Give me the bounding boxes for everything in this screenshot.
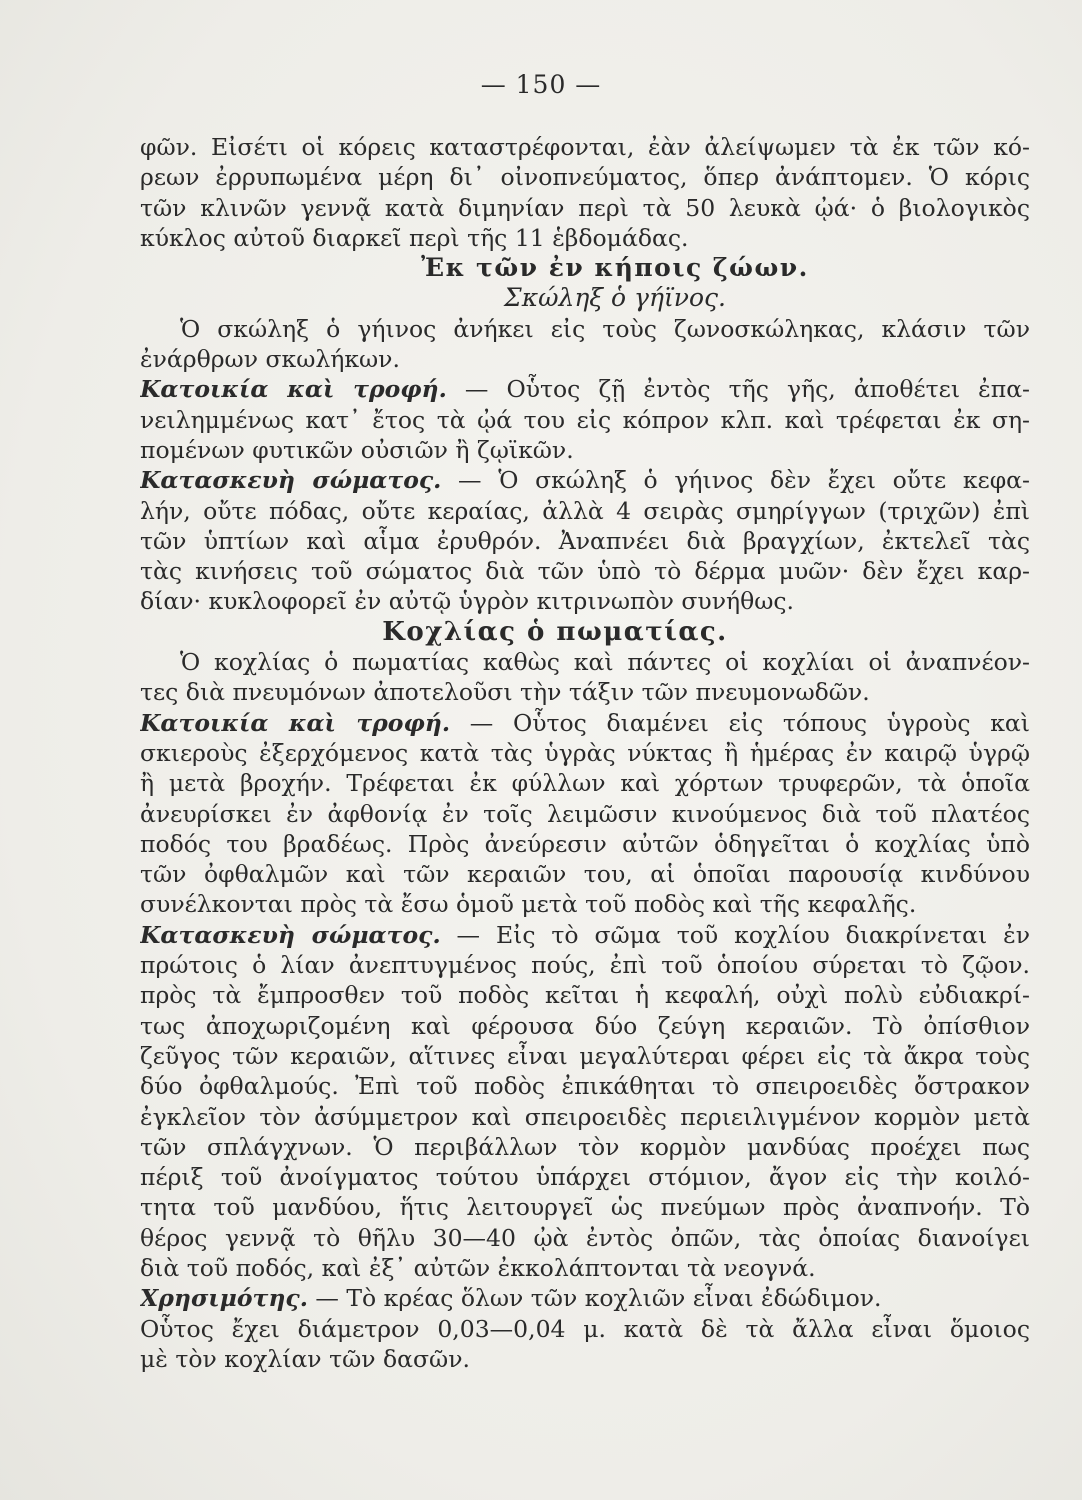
text-line: [140, 526, 1030, 556]
line-text: δίαν· κυκλοφορεῖ ἐν αὐτῷ ὑγρὸν κιτρινωπὸν συνήθως.: [140, 587, 795, 616]
bleed-through-text: [130, 118, 137, 142]
text-line: [140, 980, 1030, 1010]
line-text: ποδός του βραδέως. Πρὸς ἀνεύρεσιν αὐτῶν ὁδηγεῖται ὁ κοχλίας ὑπὸ: [140, 829, 1030, 858]
text-line: [140, 223, 1030, 253]
line-text: θέρος γεννᾷ τὸ θῆλυ 30—40 ᾠὰ ἐντὸς ὀπῶν, τὰς ὁποίας διανοίγει: [140, 1223, 1030, 1252]
text-line: [140, 1102, 1030, 1132]
line-text: — Οὗτος ζῇ ἐντὸς τῆς γῆς, ἀποθέτει ἐπα-: [446, 375, 1030, 404]
line-text: — Οὗτος διαμένει εἰς τόπους ὑγροὺς καὶ: [450, 708, 1030, 737]
text-line: [140, 1162, 1030, 1192]
text-line: [140, 465, 1030, 495]
line-text: — Εἰς τὸ σῶμα τοῦ κοχλίου διακρίνεται ἐν: [440, 920, 1030, 949]
text-line: [140, 799, 1030, 829]
line-text: σκιεροὺς ἐξερχόμενος κατὰ τὰς ὑγρὰς νύκτας ἢ ἡμέρας ἐν καιρῷ ὑγρῷ: [140, 738, 1030, 767]
text-line: [140, 405, 1030, 435]
text-line: [140, 1344, 1030, 1374]
paragraph-subheading: Κατοικία καὶ τροφή.: [140, 375, 447, 404]
line-text: ζεῦγος τῶν κεραιῶν, αἵτινες εἶναι μεγαλύτεραι φέρει εἰς τὰ ἄκρα τοὺς: [140, 1041, 1030, 1070]
line-text: Οὗτος ἔχει διάμετρον 0,03—0,04 μ. κατὰ δὲ τὰ ἄλλα εἶναι ὅμοιος: [140, 1314, 1030, 1343]
text-line: [140, 1132, 1030, 1162]
line-text: τὰς κινήσεις τοῦ σώματος διὰ τῶν ὑπὸ τὸ δέρμα μυῶν· δὲν ἔχει καρ-: [140, 557, 1030, 586]
line-text: λήν, οὔτε πόδας, οὔτε κεραίας, ἀλλὰ 4 σειρὰς σμηρίγγων (τριχῶν) ἐπὶ: [140, 496, 1030, 525]
text-line: [140, 314, 1030, 344]
section-heading: Ἐκ τῶν ἐν κήποις ζώων.: [421, 253, 809, 283]
line-text: τες διὰ πνευμόνων ἀποτελοῦσι τὴν τάξιν τῶν πνευμονωδῶν.: [140, 678, 870, 707]
text-line: [140, 738, 1030, 768]
line-text: ἀνευρίσκει ἐν ἀφθονίᾳ ἐν τοῖς λειμῶσιν κινούμενος διὰ τοῦ πλατέος: [140, 799, 1030, 828]
text-line: [140, 1253, 1030, 1283]
line-text: πρώτοις ὁ λίαν ἀνεπτυγμένος πούς, ἐπὶ τοῦ ὁποίου σύρεται τὸ ζῷον.: [140, 951, 1030, 980]
line-text: ἐγκλεῖον τὸν ἀσύμμετρον καὶ σπειροειδὲς περιειλιγμένον κορμὸν μετὰ: [140, 1102, 1030, 1131]
text-line: [140, 344, 1030, 374]
paragraph-subheading: Κατασκευὴ σώματος.: [140, 920, 441, 949]
text-line: [140, 1041, 1030, 1071]
line-text: τῶν σπλάγχνων. Ὁ περιβάλλων τὸν κορμὸν μανδύας προέχει πως: [140, 1132, 1030, 1161]
text-line: [140, 950, 1030, 980]
line-text: ρεων ἐρρυπωμένα μέρη δι᾽ οἰνοπνεύματος, ὅπερ ἀνάπτομεν. Ὁ κόρις: [140, 163, 1030, 192]
line-text: διὰ τοῦ ποδός, καὶ ἐξ᾽ αὐτῶν ἐκκολάπτονται τὰ νεογνά.: [140, 1253, 816, 1282]
text-line: [140, 889, 1030, 919]
paragraph-subheading: Κατοικία καὶ τροφή.: [140, 708, 451, 737]
line-text: ἐνάρθρων σκωλήκων.: [140, 345, 400, 374]
text-line: [140, 1192, 1030, 1222]
body-text: [140, 132, 1030, 1374]
text-line: [140, 193, 1030, 223]
line-text: φῶν. Εἰσέτι οἱ κόρεις καταστρέφονται, ἐὰν ἀλείψωμεν τὰ ἐκ τῶν κό-: [140, 133, 1030, 161]
line-text: τῶν κλινῶν γεννᾷ κατὰ διμηνίαν περὶ τὰ 50 λευκὰ ᾠά· ὁ βιολογικὸς: [140, 193, 1030, 222]
text-line: [140, 920, 1030, 950]
line-text: τως ἀποχωριζομένη καὶ φέρουσα δύο ζεύγη κεραιῶν. Τὸ ὀπίσθιον: [140, 1011, 1030, 1040]
paragraph-subheading: Χρησιμότης.: [140, 1284, 308, 1313]
text-line: [140, 859, 1030, 889]
line-text: — Ὁ σκώληξ ὁ γήινος δὲν ἔχει οὔτε κεφα-: [441, 466, 1030, 495]
text-line: [140, 374, 1030, 404]
line-text: — Τὸ κρέας ὅλων τῶν κοχλιῶν εἶναι ἐδώδιμον.: [307, 1284, 882, 1313]
line-text: κύκλος αὐτοῦ διαρκεῖ περὶ τῆς 11 ἑβδομάδας.: [140, 223, 689, 252]
subsection-heading: Σκώληξ ὁ γήϊνος.: [504, 283, 726, 313]
section-heading: Κοχλίας ὁ πωματίας.: [382, 616, 728, 647]
text-line: [140, 1314, 1030, 1344]
text-line: [140, 435, 1030, 465]
line-text: τῶν ὀφθαλμῶν καὶ τῶν κεραιῶν του, αἱ ὁποῖαι παρουσίᾳ κινδύνου: [140, 860, 1030, 889]
line-text: πομένων φυτικῶν οὐσιῶν ἢ ζῳϊκῶν.: [140, 435, 574, 464]
line-text: ἢ μετὰ βροχήν. Τρέφεται ἐκ φύλλων καὶ χόρτων τρυφερῶν, τὰ ὁποῖα: [140, 769, 1030, 798]
page-number: — 150 —: [480, 70, 602, 99]
line-text: Ὁ κοχλίας ὁ πωματίας καθὼς καὶ πάντες οἱ κοχλίαι οἱ ἀναπνέον-: [180, 648, 1030, 677]
line-text: δύο ὀφθαλμούς. Ἐπὶ τοῦ ποδὸς ἐπικάθηται τὸ σπειροειδὲς ὄστρακον: [140, 1072, 1030, 1101]
line-text: τῶν ὑπτίων καὶ αἷμα ἐρυθρόν. Ἀναπνέει διὰ βραγχίων, ἐκτελεῖ τὰς: [140, 526, 1030, 555]
line-text: συνέλκονται πρὸς τὰ ἔσω ὁμοῦ μετὰ τοῦ ποδὸς καὶ τῆς κεφαλῆς.: [140, 890, 917, 919]
line-text: πέριξ τοῦ ἀνοίγματος τούτου ὑπάρχει στόμιον, ἄγον εἰς τὴν κοιλό-: [140, 1163, 1030, 1192]
text-line: [140, 768, 1030, 798]
line-text: τητα τοῦ μανδύου, ἥτις λειτουργεῖ ὡς πνεύμων πρὸς ἀναπνοήν. Τὸ: [140, 1193, 1030, 1222]
line-text: Ὁ σκώληξ ὁ γήινος ἀνήκει εἰς τοὺς ζωνοσκώληκας, κλάσιν τῶν: [180, 314, 1030, 343]
paragraph-subheading: Κατασκευὴ σώματος.: [140, 466, 442, 495]
text-line: [140, 586, 1030, 616]
line-text: πρὸς τὰ ἔμπροσθεν τοῦ ποδὸς κεῖται ἡ κεφαλή, οὐχὶ πολὺ εὐδιακρί-: [140, 981, 1030, 1010]
text-line: [140, 556, 1030, 586]
text-line: [140, 496, 1030, 526]
text-line: [140, 1011, 1030, 1041]
text-line: [140, 1283, 1030, 1313]
text-line: [140, 162, 1030, 192]
text-line: [140, 708, 1030, 738]
text-line: [140, 829, 1030, 859]
text-line: [140, 132, 1030, 162]
text-line: [140, 1223, 1030, 1253]
line-text: μὲ τὸν κοχλίαν τῶν δασῶν.: [140, 1344, 470, 1373]
text-line: [140, 1071, 1030, 1101]
text-line: [140, 647, 1030, 677]
text-line: [140, 677, 1030, 707]
line-text: νειλημμένως κατ᾽ ἔτος τὰ ᾠά του εἰς κόπρον κλπ. καὶ τρέφεται ἐκ ση-: [140, 405, 1030, 434]
